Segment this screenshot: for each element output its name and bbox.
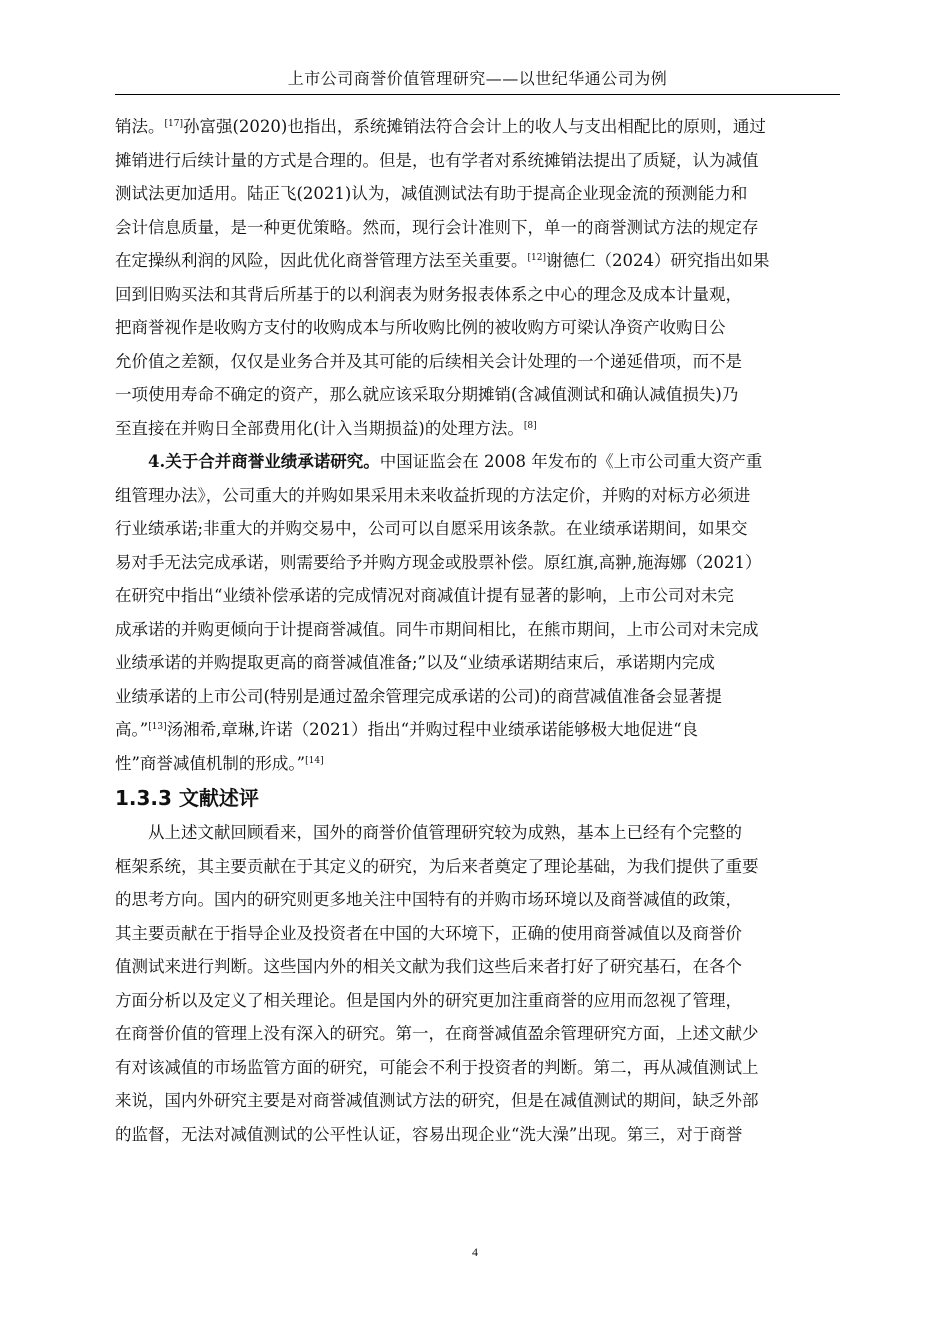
paragraph-1 (115, 110, 837, 445)
text-run: 方面分析以及定义了相关理论。但是国内外的研究更加注重商誉的应用而忽视了管理， (115, 990, 742, 1010)
text-line (115, 1084, 837, 1118)
text-line (115, 311, 837, 345)
text-run: 组管理办法》，公司重大的并购如果采用未来收益折现的方法定价，并购的对标方必须进 (115, 485, 751, 505)
citation-marker: [8] (523, 420, 537, 431)
text-line (115, 646, 837, 680)
text-run: 一项使用寿命不确定的资产，那么就应该采取分期摊销(含减值测试和确认减值损失)乃 (115, 385, 739, 404)
text-run: 在定操纵利润的风险，因此优化商誉管理方法至关重要。 (115, 251, 528, 270)
paragraph-3 (115, 816, 837, 1151)
text-run: 汤湘希,章琳,许诺（2021）指出“并购过程中业绩承诺能够极大地促进“良 (166, 720, 699, 739)
text-line (115, 1118, 837, 1152)
text-line (115, 680, 837, 714)
bold-lead: 4.关于合并商誉业绩承诺研究。 (148, 452, 380, 471)
text-line (115, 883, 837, 917)
text-run: 高。” (115, 720, 149, 739)
text-run: 把商誉视作是收购方支付的收购成本与所收购比例的被收购方可梁认净资产收购日公 (115, 318, 726, 337)
text-run: 性”商誉减值机制的形成。” (115, 753, 306, 773)
text-run: 回到旧购买法和其背后所基于的以利润表为财务报表体系之中心的理念及成本计量观， (115, 284, 742, 304)
text-run: 易对手无法完成承诺，则需要给予并购方现金或股票补偿。原红旗,高翀,施海娜（2021） (115, 552, 762, 572)
text-run: 从上述文献回顾看来，国外的商誉价值管理研究较为成熟，基本上已经有个完整的 (148, 823, 742, 842)
text-run: 孙富强(2020)也指出，系统摊销法符合会计上的收人与支出相配比的原则，通过 (182, 117, 766, 136)
text-run: 至直接在并购日全部费用化(计入当期损益)的处理方法。 (115, 418, 524, 438)
text-run: 业绩承诺的并购提取更高的商誉减值准备;”以及“业绩承诺期结束后，承诺期内完成 (115, 653, 715, 672)
header-title: 上市公司商誉价值管理研究——以世纪华通公司为例 (287, 69, 668, 88)
text-run: 框架系统，其主要贡献在于其定义的研究，为后来者奠定了理论基础，为我们提供了重要 (115, 856, 759, 876)
text-run: 中国证监会在 2008 年发布的《上市公司重大资产重 (379, 452, 763, 471)
paragraph-2 (115, 445, 837, 780)
text-line (115, 747, 837, 781)
document-body (115, 110, 837, 1151)
text-line (115, 445, 837, 479)
text-line (115, 850, 837, 884)
text-run: 的监督，无法对减值测试的公平性认证，容易出现企业“洗大澡”出现。第三，对于商誉 (115, 1124, 743, 1144)
text-run: 来说，国内外研究主要是对商誉减值测试方法的研究，但是在减值测试的期间，缺乏外部 (115, 1091, 759, 1110)
citation-marker: [12] (527, 253, 546, 263)
text-line (115, 917, 837, 951)
text-line (115, 950, 837, 984)
text-line (115, 713, 837, 747)
text-run: 有对该减值的市场监管方面的研究，可能会不利于投资者的判断。第二，再从减值测试上 (115, 1057, 759, 1077)
text-line (115, 244, 837, 278)
text-line (115, 211, 837, 245)
citation-marker: [14] (305, 755, 324, 766)
text-run: 谢德仁（2024）研究指出如果 (545, 251, 770, 270)
text-line (115, 984, 837, 1018)
text-run: 销法。 (115, 117, 165, 136)
text-line (115, 278, 837, 312)
text-line (115, 1017, 837, 1051)
text-run: 在研究中指出“业绩补偿承诺的完成情况对商减值计提有显著的影响，上市公司对未完 (115, 586, 734, 605)
text-run: 业绩承诺的上市公司(特别是通过盈余管理完成承诺的公司)的商营减值准备会显著提 (115, 686, 722, 706)
text-run: 在商誉价值的管理上没有深入的研究。第一，在商誉减值盈余管理研究方面，上述文献少 (115, 1024, 759, 1043)
text-line (115, 144, 837, 178)
text-line (115, 177, 837, 211)
text-line (115, 378, 837, 412)
citation-marker: [17] (164, 119, 183, 129)
text-line (115, 546, 837, 580)
text-run: 值测试来进行判断。这些国内外的相关文献为我们这些后来者打好了研究基石，在各个 (115, 957, 742, 976)
text-line (115, 479, 837, 513)
text-run: 摊销进行后续计量的方式是合理的。但是，也有学者对系统摊销法提出了质疑，认为减值 (115, 150, 759, 170)
text-line (115, 1051, 837, 1085)
citation-marker: [13] (148, 722, 167, 732)
text-line (115, 512, 837, 546)
text-line (115, 345, 837, 379)
text-line (115, 613, 837, 647)
text-line (115, 816, 837, 850)
text-run: 的思考方向。国内的研究则更多地关注中国特有的并购市场环境以及商誉减值的政策， (115, 890, 742, 909)
running-header (115, 64, 840, 95)
section-heading: 1.3.3 文献述评 (115, 786, 259, 810)
text-line (115, 110, 837, 144)
text-run: 允价值之差额，仅仅是业务合并及其可能的后续相关会计处理的一个递延借项，而不是 (115, 351, 742, 371)
page-number: 4 (472, 1245, 478, 1259)
text-line (115, 412, 837, 446)
text-run: 测试法更加适用。陆正飞(2021)认为，减值测试法有助于提高企业现金流的预测能力和 (115, 184, 748, 203)
text-line (115, 579, 837, 613)
text-run: 会计信息质量，是一种更优策略。然而，现行会计准则下，单一的商誉测试方法的规定存 (115, 217, 759, 237)
text-run: 行业绩承诺;非重大的并购交易中，公司可以自愿采用该条款。在业绩承诺期间，如果交 (115, 519, 748, 538)
text-run: 成承诺的并购更倾向于计提商誉减值。同牛市期间相比，在熊市期间，上市公司对未完成 (115, 619, 759, 639)
text-run: 其主要贡献在于指导企业及投资者在中国的大环境下，正确的使用商誉减值以及商誉价 (115, 923, 742, 943)
